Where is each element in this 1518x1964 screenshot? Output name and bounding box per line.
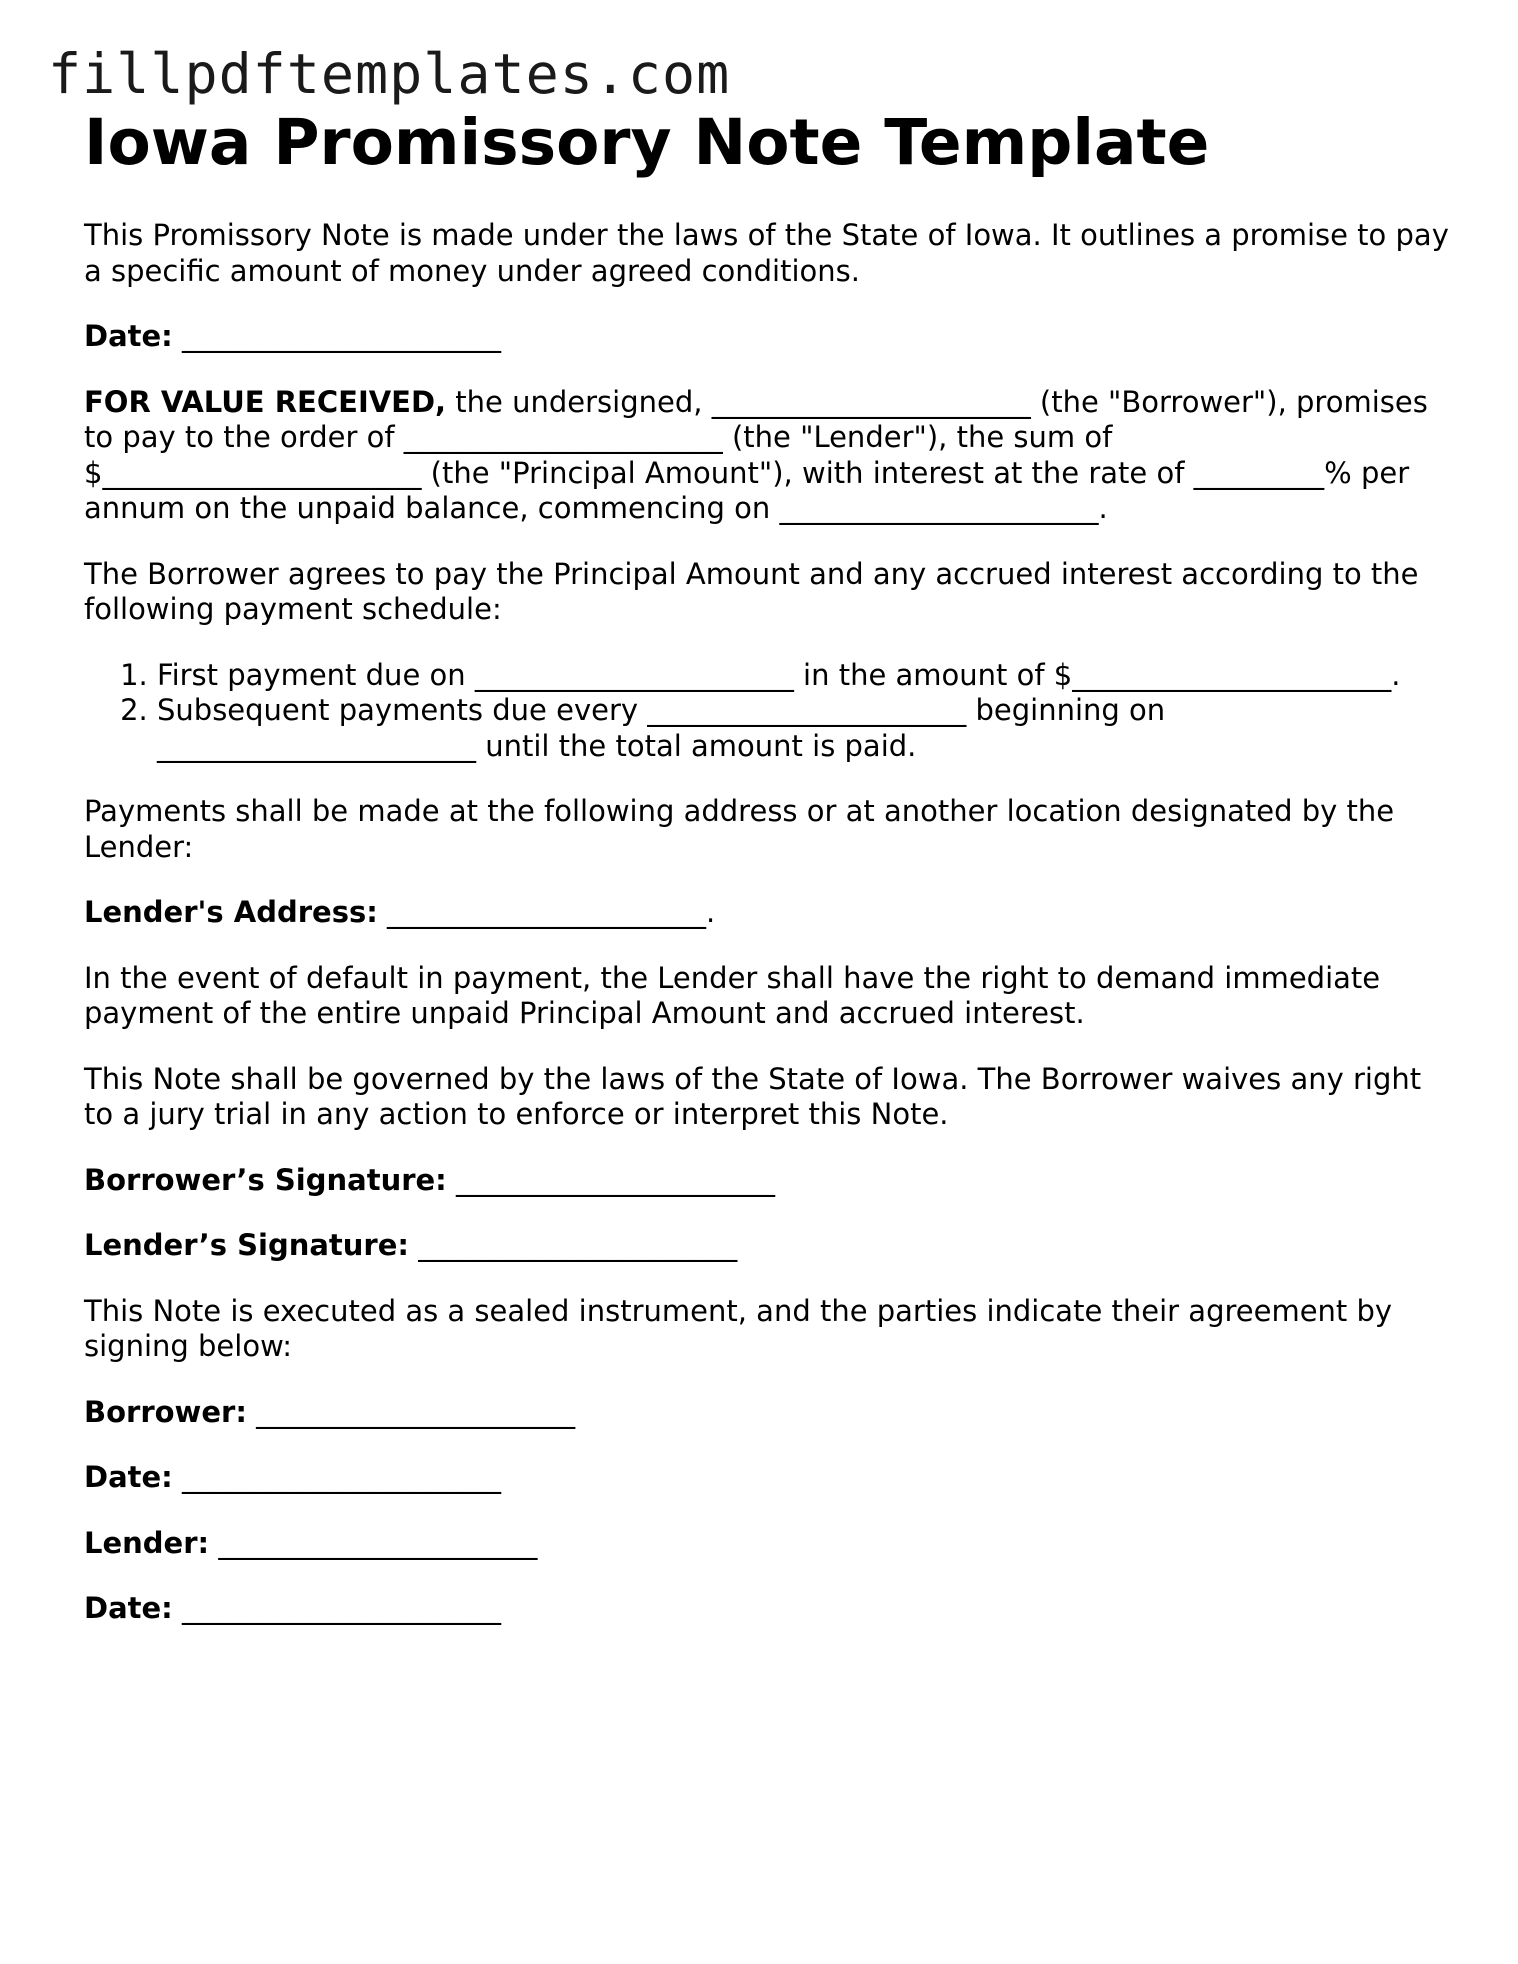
value-received-text-1: the undersigned, (446, 384, 712, 419)
payment-interval-blank[interactable]: ______________________ (647, 693, 967, 727)
interest-rate-blank[interactable]: _________ (1193, 455, 1325, 490)
value-received-text-5: % per annum on the unpaid balance, commencing on (84, 455, 1410, 525)
value-received-lead: FOR VALUE RECEIVED, (84, 384, 447, 419)
signing-lender-date-blank[interactable]: ______________________ (182, 1591, 501, 1625)
signing-borrower-line (84, 1395, 1454, 1431)
borrower-name-blank[interactable]: ______________________ (711, 384, 1031, 419)
signing-lender-label: Lender: (84, 1525, 210, 1560)
lender-address-line: Lender's Address: ______________________. (84, 895, 716, 929)
payment-schedule-list (84, 658, 1454, 765)
signing-lender-blank[interactable]: ______________________ (218, 1525, 538, 1560)
signing-lender-line (84, 1526, 1454, 1562)
borrower-signature-line (84, 1163, 1454, 1199)
schedule-intro-paragraph: The Borrower agrees to pay the Principal Amount and any accrued interest according to the following payment schedule: (84, 556, 1419, 626)
document-body (84, 218, 1454, 1657)
date-line (84, 319, 1454, 355)
default-clause-paragraph: In the event of default in payment, the Lender shall have the right to demand immediate payment of the entire unpaid Principal Amount and accrued interest. (84, 960, 1381, 1030)
document-title: Iowa Promissory Note Template (84, 106, 1210, 179)
lender-signature-label: Lender’s Signature: (84, 1228, 409, 1262)
payments-address-paragraph: Payments shall be made at the following address or at another location designated by the Lender: (84, 794, 1395, 864)
governing-law-paragraph: This Note shall be governed by the laws of the State of Iowa. The Borrower waives any right to a jury trial in any action to enforce or interpret this Note. (84, 1061, 1422, 1131)
principal-amount-blank[interactable]: ______________________ (102, 455, 422, 490)
signing-lender-date-label: Date: (84, 1591, 173, 1625)
lender-address-label: Lender's Address: (84, 895, 378, 929)
lender-signature-blank[interactable]: ______________________ (418, 1228, 738, 1262)
first-payment-amount-blank[interactable]: ______________________ (1072, 657, 1392, 692)
value-received-paragraph (84, 385, 1454, 527)
signing-borrower-date-label: Date: (84, 1460, 173, 1494)
lender-address-blank[interactable]: ______________________ (387, 895, 707, 929)
value-received-text-2: (the "Borrower"), promises to pay to the order of (84, 384, 1428, 454)
signing-borrower-date-line (84, 1460, 1454, 1496)
first-payment-date-blank[interactable]: ______________________ (474, 657, 794, 692)
commencement-date-blank[interactable]: ______________________ (779, 491, 1099, 525)
list-item: 2. Subsequent payments due every ______________________ beginning on ______________________ until the total amount is paid. (157, 693, 1454, 764)
borrower-signature-label: Borrower’s Signature: (84, 1162, 447, 1197)
list-item: 1. First payment due on ______________________ in the amount of $______________________. (157, 658, 1454, 694)
value-received-text-3: (the "Lender"), the sum of $ (84, 420, 1113, 490)
date-label: Date: (84, 319, 173, 353)
site-watermark: fillpdftemplates.com (48, 42, 731, 106)
signing-borrower-date-blank[interactable]: ______________________ (182, 1460, 501, 1494)
lender-name-blank[interactable]: ______________________ (403, 420, 723, 454)
signing-borrower-blank[interactable]: ______________________ (256, 1394, 576, 1429)
signing-lender-date-line (84, 1591, 1454, 1627)
sealed-clause-paragraph: This Note is executed as a sealed instrument, and the parties indicate their agreement by signing below: (84, 1293, 1393, 1363)
date-blank[interactable]: ______________________ (182, 319, 501, 353)
borrower-signature-blank[interactable]: ______________________ (456, 1162, 776, 1197)
payment-start-date-blank[interactable]: ______________________ (157, 728, 476, 763)
value-received-text-4: (the "Principal Amount"), with interest at the rate of (421, 455, 1194, 490)
signing-borrower-label: Borrower: (84, 1394, 247, 1429)
lender-signature-line (84, 1228, 1454, 1264)
value-received-text-6: . (1098, 491, 1108, 525)
intro-paragraph: This Promissory Note is made under the laws of the State of Iowa. It outlines a promise to pay a specific amount of money under agreed conditions. (84, 218, 1449, 288)
